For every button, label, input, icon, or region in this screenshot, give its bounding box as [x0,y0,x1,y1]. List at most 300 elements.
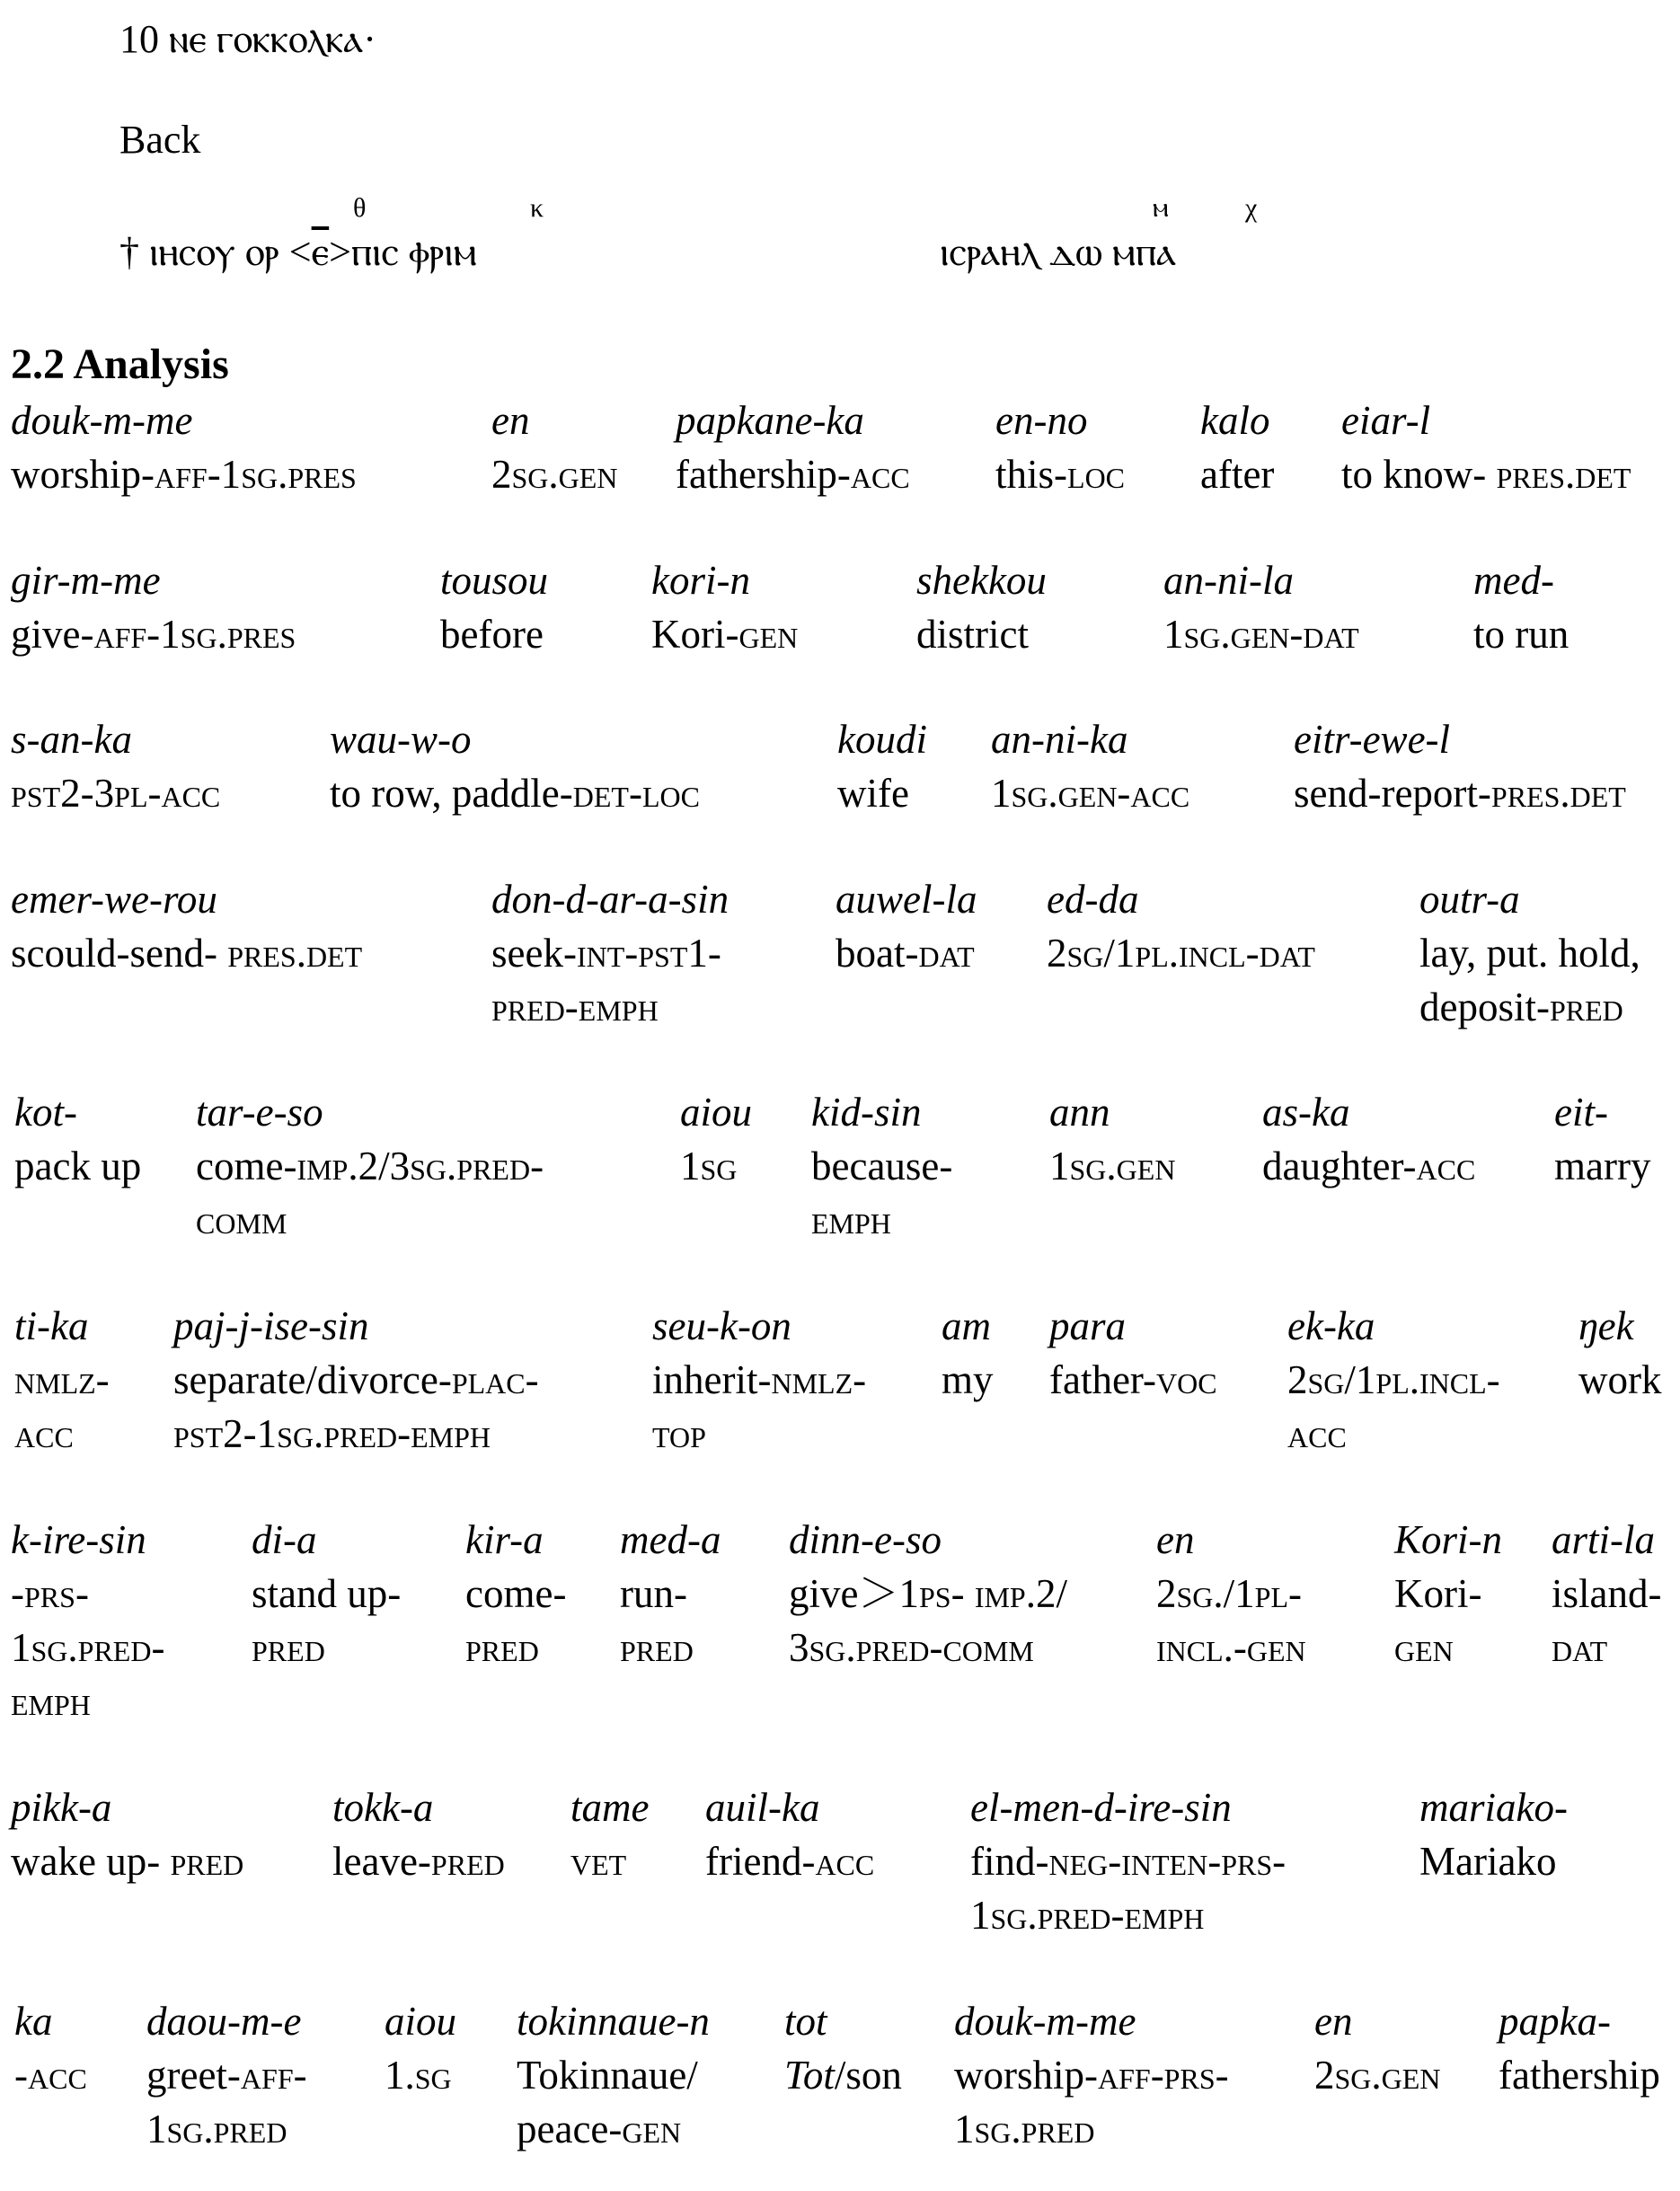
source-word: med- [1473,558,1554,603]
gloss-cell [1163,553,1359,661]
gloss-text: worship- [954,2053,1098,2098]
gloss-text: before [440,612,544,657]
source-word: koudi [837,717,927,762]
gloss-cell [330,712,700,820]
gloss-text: my [942,1357,994,1402]
gloss-abbrev: sg [1307,1357,1345,1402]
source-word: en [491,398,530,443]
gloss-abbrev: sg.pres [180,612,296,657]
gloss-line [1473,607,1569,661]
gloss-abbrev: sg.gen-dat [1183,612,1359,657]
coptic-line-3-part-c: ⲓⲥⲣⲁⲏⲗ ⲇⲱ ⲙⲡⲁ [940,230,1177,274]
gloss-line-2 [146,2102,307,2156]
gloss-line [465,1567,566,1621]
gloss-cell [1341,393,1631,501]
source-word: ann [1049,1090,1110,1135]
coptic-line-3-part-a: † ⲓⲏⲥⲟⲩ ⲟⲣ < [119,230,312,274]
gloss-abbrev: aff-prs- [1097,2053,1229,2098]
gloss-line [1294,766,1626,820]
gloss-abbrev: sg.pred [166,2107,287,2151]
gloss-italic: Tot [784,2053,835,2098]
gloss-line [570,1834,649,1888]
gloss-text: .2/ [1025,1571,1067,1616]
gloss-abbrev: pred [465,1625,539,1670]
gloss-text: island- [1552,1571,1662,1616]
gloss-line-2 [196,1193,544,1247]
superscript-theta: θ [353,193,367,223]
gloss-abbrev: dat [918,931,975,976]
gloss-line [784,2048,902,2102]
gloss-line-2 [954,2102,1229,2156]
gloss-abbrev: pres.det [1490,771,1626,816]
source-word: aiou [680,1090,753,1135]
source-word: med-a [620,1517,721,1562]
gloss-abbrev: pl.incl-dat [1135,931,1315,976]
gloss-line [491,447,617,501]
gloss-text: 1 [954,2107,975,2151]
gloss-cell [11,393,357,501]
gloss-text: pack up [14,1144,142,1188]
gloss-line [196,1139,544,1193]
gloss-cell [680,1085,752,1193]
gloss-abbrev: pred-emph [491,985,659,1029]
source-word: papka- [1499,1999,1611,2044]
gloss-line [1499,2048,1660,2102]
gloss-text: 1 [680,1144,701,1188]
gloss-text: 1 [11,1625,31,1670]
gloss-line [1578,1353,1661,1407]
gloss-text: 3 [789,1625,809,1670]
gloss-text: separate/divorce- [173,1357,452,1402]
superscript-kappa: κ [530,193,544,223]
gloss-cell [1294,712,1626,820]
gloss-line [1419,1834,1568,1888]
gloss-cell [196,1085,544,1247]
gloss-text: 2-3 [60,771,115,816]
gloss-abbrev: nmlz- [771,1357,867,1402]
gloss-text: give- [11,612,94,657]
gloss-cell [1499,1994,1660,2102]
gloss-line [1314,2048,1440,2102]
gloss-abbrev: sg.pred-emph [277,1411,491,1456]
gloss-abbrev: sg.gen-acc [1011,771,1190,816]
gloss-abbrev: sg [700,1144,738,1188]
gloss-abbrev: int-pst [576,931,688,976]
superscript-mu: ⲙ [1153,193,1169,223]
source-word: en [1314,1999,1353,2044]
gloss-abbrev: pl.incl- [1375,1357,1500,1402]
gloss-cell [11,1513,164,1728]
gloss-abbrev: sg.pres [241,452,357,497]
source-word: eit- [1554,1090,1608,1135]
source-word: emer-we-rou [11,877,217,922]
source-word: en [1156,1517,1195,1562]
gloss-abbrev: pres.det [227,931,363,976]
gloss-text: because- [811,1144,953,1188]
gloss-text: 1- [687,931,721,976]
source-word: s-an-ka [11,717,132,762]
gloss-abbrev: aff [93,612,147,657]
gloss-line [1554,1139,1650,1193]
section-heading: 2.2 Analysis [11,340,229,388]
gloss-text: wife [837,771,909,816]
gloss-abbrev: gen [738,612,799,657]
gloss-cell [11,712,220,820]
gloss-abbrev: acc [28,2053,87,2098]
gloss-cell [1314,1994,1440,2102]
gloss-line [916,607,1047,661]
gloss-line [14,1353,110,1407]
gloss-line-2 [1287,1407,1500,1461]
gloss-cell [995,393,1125,501]
source-word: kalo [1200,398,1270,443]
gloss-text: fathership- [676,452,851,497]
gloss-abbrev: dat [1552,1625,1608,1670]
coptic-line-3-part-b: >ⲡⲓⲥ ⲫⲣⲓⲙ [329,230,477,274]
gloss-line-2 [465,1621,566,1674]
gloss-abbrev: pl- [1254,1571,1303,1616]
gloss-line [811,1139,952,1193]
gloss-cell [1156,1513,1306,1674]
gloss-line [620,1567,721,1621]
gloss-line-2 [652,1407,866,1461]
gloss-line [942,1353,994,1407]
gloss-text: stand up- [252,1571,402,1616]
gloss-cell [252,1513,401,1674]
gloss-cell [14,1085,141,1193]
source-word: am [942,1303,991,1348]
gloss-cell [146,1994,307,2156]
gloss-line [385,2048,456,2102]
gloss-line [11,766,220,820]
gloss-text: friend- [705,1839,816,1884]
gloss-text: inherit- [652,1357,772,1402]
gloss-text: /son [834,2053,902,2098]
gloss-line [651,607,798,661]
gloss-line [1200,447,1274,501]
gloss-abbrev: incl.-gen [1156,1625,1306,1670]
gloss-abbrev: nmlz- [14,1357,110,1402]
gloss-cell [385,1994,456,2102]
coptic-line-3-overlined: ⲉ [311,230,330,274]
gloss-abbrev: emph [11,1679,91,1724]
gloss-line [1552,1567,1661,1621]
gloss-cell [837,712,927,820]
gloss-text: boat- [836,931,919,976]
gloss-text: 1. [385,2053,415,2098]
gloss-line [11,1834,243,1888]
gloss-text: after [1200,452,1275,497]
gloss-cell [1419,872,1640,1034]
gloss-line [252,1567,401,1621]
gloss-line-2 [1552,1621,1661,1674]
source-word: outr-a [1419,877,1520,922]
gloss-text: scould-send- [11,931,228,976]
gloss-line [1049,1353,1217,1407]
source-word: papkane-ka [676,398,864,443]
source-word: shekkou [916,558,1047,603]
source-word: kid-sin [811,1090,922,1135]
source-word: seu-k-on [652,1303,791,1348]
gloss-text: district [916,612,1029,657]
gloss-cell [811,1085,952,1247]
gloss-text: -1 [146,612,181,657]
source-word: tokk-a [332,1785,434,1830]
gloss-abbrev: sg.pred-emph [990,1893,1205,1938]
gloss-line [1419,926,1640,980]
source-word: arti-la [1552,1517,1656,1562]
source-word: ek-ka [1287,1303,1375,1348]
gloss-line [1156,1567,1306,1621]
gloss-text: .2/3 [348,1144,411,1188]
gloss-line [680,1139,752,1193]
gloss-abbrev: vet [570,1839,627,1884]
gloss-text: work [1578,1357,1662,1402]
gloss-text: come- [196,1144,297,1188]
gloss-line [491,926,729,980]
gloss-line-2 [1419,980,1640,1034]
gloss-text: ./1 [1213,1571,1255,1616]
gloss-text: 2 [1047,931,1067,976]
source-word: an-ni-la [1163,558,1294,603]
gloss-cell [11,872,362,980]
gloss-cell [784,1994,902,2102]
gloss-cell [14,1299,110,1461]
gloss-abbrev: gen [1394,1625,1454,1670]
gloss-text: 1 [1163,612,1184,657]
gloss-cell [517,1994,710,2156]
gloss-cell [570,1780,649,1888]
gloss-text: deposit- [1419,985,1550,1029]
source-word: auil-ka [705,1785,820,1830]
gloss-cell [1200,393,1274,501]
gloss-cell [1419,1780,1568,1888]
source-word: k-ire-sin [11,1517,146,1562]
gloss-abbrev: sg.pred [974,2107,1095,2151]
source-word: ŋek [1578,1303,1634,1348]
gloss-line [173,1353,539,1407]
gloss-line-3 [11,1674,164,1728]
gloss-cell [1287,1299,1500,1461]
gloss-text: send-report- [1294,771,1491,816]
source-word: as-ka [1262,1090,1350,1135]
gloss-text: to run [1473,612,1569,657]
gloss-line [11,1567,164,1621]
gloss-text: 2 [1287,1357,1308,1402]
gloss-cell [942,1299,994,1407]
gloss-abbrev: plac- [451,1357,539,1402]
gloss-text: 2-1 [223,1411,278,1456]
source-word: an-ni-ka [991,717,1128,762]
gloss-text: peace- [517,2107,623,2151]
gloss-abbrev: sg [1176,1571,1214,1616]
gloss-cell [440,553,548,661]
gloss-line-2 [1156,1621,1306,1674]
gloss-abbrev: pres.det [1496,452,1631,497]
source-word: eiar-l [1341,398,1431,443]
gloss-cell [1049,1085,1175,1193]
source-word: ti-ka [14,1303,89,1348]
gloss-text: run- [620,1571,687,1616]
source-word: douk-m-me [954,1999,1136,2044]
source-word: kir-a [465,1517,544,1562]
source-word: mariako- [1419,1785,1568,1830]
source-word: ed-da [1047,877,1139,922]
gloss-cell [1262,1085,1475,1193]
gloss-cell [789,1513,1067,1674]
gloss-cell [11,1780,243,1888]
source-word: en-no [995,398,1088,443]
gloss-cell [916,553,1047,661]
source-word: auwel-la [836,877,977,922]
gloss-abbrev: voc [1156,1357,1217,1402]
source-word: pikk-a [11,1785,112,1830]
gloss-text: Mariako [1419,1839,1557,1884]
gloss-text: daughter- [1262,1144,1417,1188]
gloss-abbrev: sg [414,2053,452,2098]
gloss-text: give＞1 [789,1571,919,1616]
gloss-abbrev: acc [14,1411,74,1456]
gloss-line [1047,926,1315,980]
gloss-text: - [14,2053,28,2098]
gloss-cell [954,1994,1229,2156]
gloss-cell [1473,553,1569,661]
gloss-abbrev: pred [430,1839,505,1884]
gloss-line-2 [789,1621,1067,1674]
gloss-cell [1394,1513,1502,1674]
gloss-text: marry [1554,1144,1651,1188]
gloss-line [1262,1139,1475,1193]
gloss-line [676,447,910,501]
gloss-cell [970,1780,1286,1942]
source-word: ka [14,1999,53,2044]
gloss-abbrev: sg.pred-comm [809,1625,1034,1670]
gloss-abbrev: neg-inten-prs- [1048,1839,1287,1884]
gloss-line [332,1834,505,1888]
gloss-cell [1578,1299,1661,1407]
source-word: kot- [14,1090,77,1135]
gloss-line [1394,1567,1502,1621]
gloss-abbrev: prs- [24,1571,89,1616]
back-line: Back [119,118,201,162]
gloss-cell [491,872,729,1034]
gloss-text: to know- [1341,452,1497,497]
gloss-abbrev: sg.gen [1069,1144,1176,1188]
source-word: tame [570,1785,650,1830]
gloss-abbrev: pred [1549,985,1623,1029]
gloss-abbrev: imp [296,1144,349,1188]
gloss-line [14,1139,141,1193]
gloss-line-2 [14,1407,110,1461]
gloss-cell [676,393,910,501]
gloss-text: fathership [1499,2053,1660,2098]
gloss-line [11,926,362,980]
gloss-cell [836,872,977,980]
source-word: daou-m-e [146,1999,302,2044]
gloss-abbrev: pst [11,771,61,816]
gloss-text: - [11,1571,24,1616]
gloss-text: 1 [146,2107,167,2151]
gloss-line-2 [252,1621,401,1674]
gloss-abbrev: aff [154,452,208,497]
gloss-line [1287,1353,1500,1407]
gloss-cell [173,1299,539,1461]
gloss-line [970,1834,1286,1888]
gloss-cell [491,393,617,501]
gloss-abbrev: acc [815,1839,875,1884]
source-word: wau-w-o [330,717,472,762]
gloss-line-2 [811,1193,952,1247]
gloss-abbrev: sg.pred- [410,1144,544,1188]
gloss-text: -1 [207,452,242,497]
gloss-line [440,607,548,661]
source-word: tokinnaue-n [517,1999,710,2044]
coptic-line-1: 10 ⲛⲉ ⲅⲟⲕⲕⲟⲗⲕⲁ· [119,17,376,61]
gloss-text: find- [970,1839,1049,1884]
gloss-text: lay, put. hold, [1419,931,1640,976]
gloss-line [789,1567,1067,1621]
gloss-line [146,2048,307,2102]
gloss-abbrev: gen [622,2107,682,2151]
gloss-text: Kori- [1394,1571,1482,1616]
gloss-line [705,1834,874,1888]
source-word: di-a [252,1517,317,1562]
source-word: tousou [440,558,549,603]
gloss-cell [465,1513,566,1674]
source-word: para [1049,1303,1127,1348]
source-word: tot [784,1999,827,2044]
gloss-cell [11,553,296,661]
gloss-line-2 [173,1407,539,1461]
source-word: douk-m-me [11,398,193,443]
gloss-text: 2 [1156,1571,1177,1616]
gloss-line-2 [517,2102,710,2156]
gloss-abbrev: ps- imp [918,1571,1026,1616]
gloss-text: 1 [970,1893,991,1938]
gloss-abbrev: pl-acc [114,771,221,816]
gloss-line [995,447,1125,501]
gloss-text: Kori- [651,612,739,657]
gloss-abbrev: det-loc [572,771,700,816]
gloss-abbrev: pst [173,1411,224,1456]
source-word: kori-n [651,558,750,603]
gloss-cell [1554,1085,1650,1193]
gloss-cell [332,1780,505,1888]
gloss-abbrev: acc [1416,1144,1476,1188]
gloss-text: Tokinnaue/ [517,2053,698,2098]
gloss-abbrev: comm [196,1197,287,1242]
coptic-line-3 [119,229,1177,275]
gloss-text: wake up- [11,1839,171,1884]
gloss-cell [620,1513,721,1674]
gloss-abbrev: pred [252,1625,325,1670]
gloss-line-2 [1394,1621,1502,1674]
gloss-line-2 [11,1621,164,1674]
source-word: dinn-e-so [789,1517,942,1562]
gloss-abbrev: emph [811,1197,891,1242]
gloss-line [652,1353,866,1407]
gloss-line-2 [970,1888,1286,1942]
gloss-abbrev: acc [850,452,910,497]
gloss-text: leave- [332,1839,431,1884]
gloss-line [837,766,927,820]
gloss-abbrev: acc [1287,1411,1347,1456]
gloss-line [11,607,296,661]
gloss-line [991,766,1189,820]
source-word: gir-m-me [11,558,161,603]
gloss-abbrev: loc [1067,452,1126,497]
gloss-abbrev: sg.gen [511,452,618,497]
